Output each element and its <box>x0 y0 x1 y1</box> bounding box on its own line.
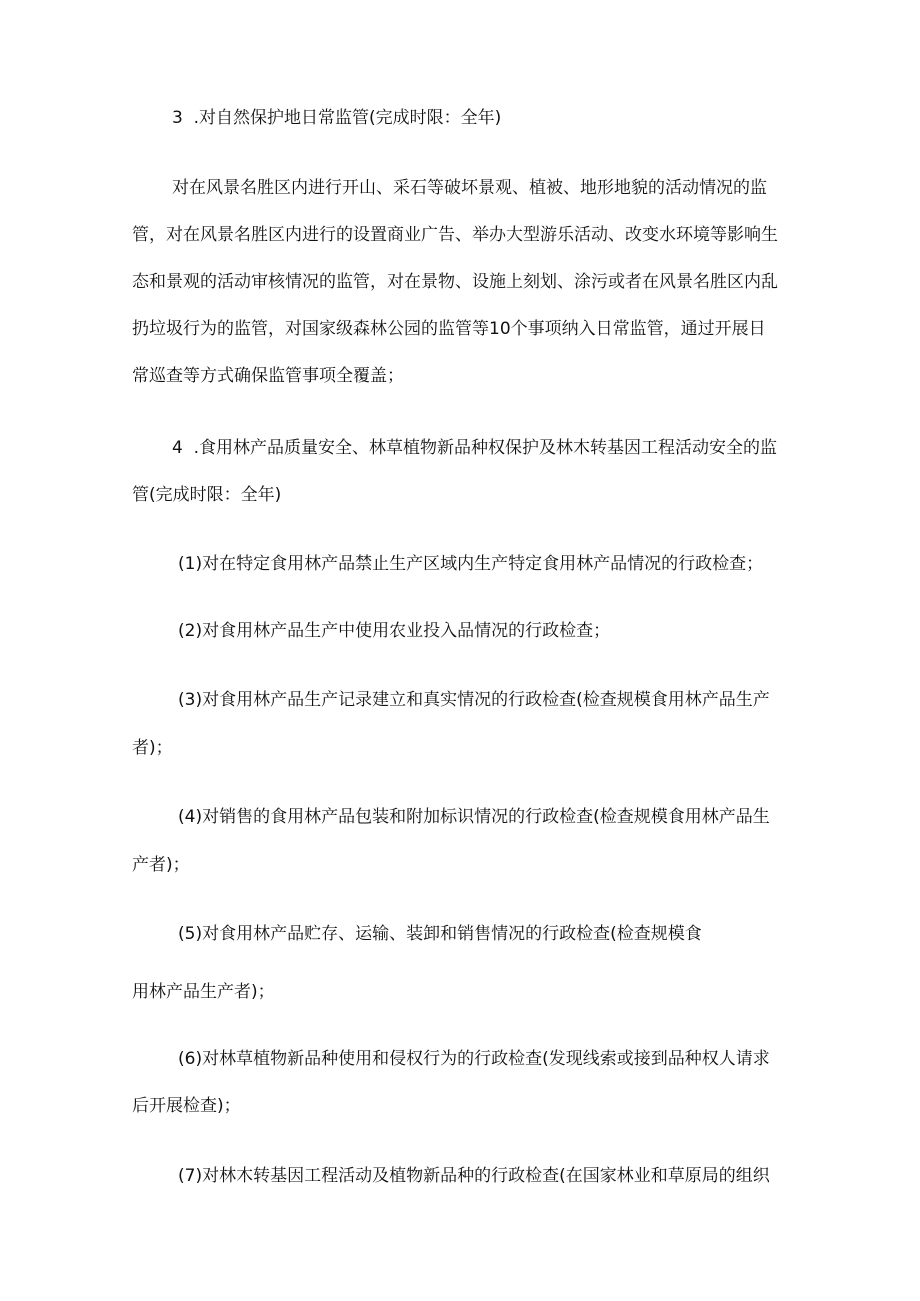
list-item: (4)对销售的食用林产品包装和附加标识情况的行政检查(检查规模食用林产品生 <box>178 807 770 827</box>
list-item-continuation: 产者)； <box>132 855 190 875</box>
list-item: (3)对食用林产品生产记录建立和真实情况的行政检查(检查规模食用林产品生产 <box>178 690 770 710</box>
list-item: (5)对食用林产品贮存、运输、装卸和销售情况的行政检查(检查规模食 <box>178 924 702 944</box>
list-item-continuation: 者)； <box>132 738 173 758</box>
section-heading-text: .食用林产品质量安全、林草植物新品种权保护及林木转基因工程活动安全的监 <box>193 438 778 458</box>
paragraph-line: 对在风景名胜区内进行开山、采石等破坏景观、植被、地形地貌的活动情况的监 <box>172 178 767 198</box>
list-item: (1)对在特定食用林产品禁止生产区域内生产特定食用林产品情况的行政检查； <box>178 554 764 574</box>
list-item: (7)对林木转基因工程活动及植物新品种的行政检查(在国家林业和草原局的组织 <box>178 1166 770 1186</box>
paragraph-line: 扔垃圾行为的监管，对国家级森林公园的监管等10个事项纳入日常监管，通过开展日 <box>132 319 766 339</box>
list-item-continuation: 用林产品生产者)； <box>132 982 275 1002</box>
section-4-heading <box>172 436 777 460</box>
list-item: (2)对食用林产品生产中使用农业投入品情况的行政检查； <box>178 621 611 641</box>
section-heading-text: .对自然保护地日常监管(完成时限：全年) <box>193 108 502 128</box>
section-heading-continuation: 管(完成时限：全年) <box>132 485 282 505</box>
list-item: (6)对林草植物新品种使用和侵权行为的行政检查(发现线索或接到品种权人请求 <box>178 1049 770 1069</box>
paragraph-line: 态和景观的活动审核情况的监管，对在景物、设施上刻划、涂污或者在风景名胜区内乱 <box>132 272 778 292</box>
paragraph-line: 管，对在风景名胜区内进行的设置商业广告、举办大型游乐活动、改变水环境等影响生 <box>132 225 778 245</box>
section-3-heading <box>172 106 501 130</box>
section-number: 3 <box>172 108 183 128</box>
paragraph-line: 常巡查等方式确保监管事项全覆盖； <box>132 366 404 386</box>
list-item-continuation: 后开展检查)； <box>132 1096 241 1116</box>
section-number: 4 <box>172 438 183 458</box>
